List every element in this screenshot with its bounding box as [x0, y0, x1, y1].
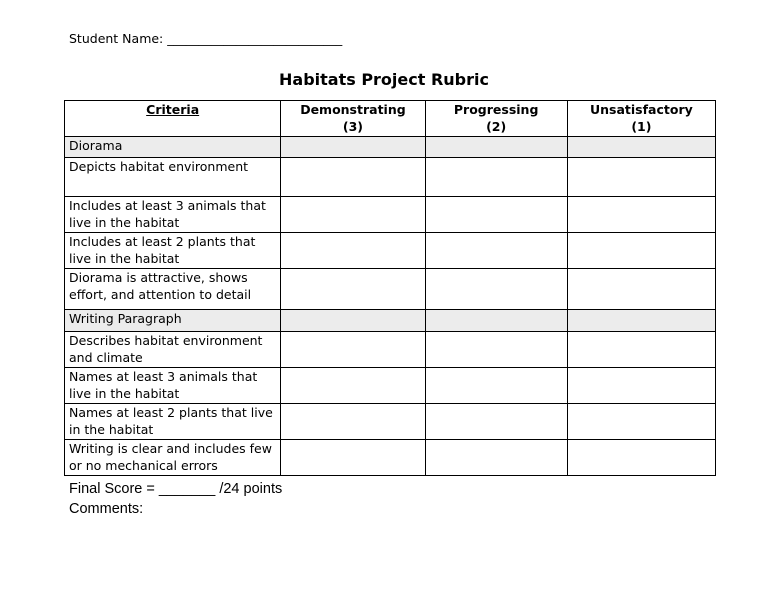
score-cell-unsatisfactory	[567, 137, 715, 158]
table-row	[65, 233, 716, 269]
score-cell-unsatisfactory	[567, 158, 715, 197]
score-cell-progressing	[425, 197, 567, 233]
criteria-cell: Writing is clear and includes few or no mechanical errors	[65, 440, 281, 476]
criteria-cell: Depicts habitat environment	[65, 158, 281, 197]
table-row	[65, 332, 716, 368]
criteria-cell: Includes at least 3 animals that live in the habitat	[65, 197, 281, 233]
score-cell-progressing	[425, 233, 567, 269]
score-cell-demonstrating	[281, 269, 425, 310]
score-cell-demonstrating	[281, 440, 425, 476]
score-cell-unsatisfactory	[567, 368, 715, 404]
criteria-cell: Names at least 2 plants that live in the habitat	[65, 404, 281, 440]
score-cell-progressing	[425, 310, 567, 332]
score-cell-demonstrating	[281, 233, 425, 269]
score-cell-unsatisfactory	[567, 269, 715, 310]
table-row	[65, 440, 716, 476]
header-criteria: Criteria	[65, 101, 281, 137]
score-cell-progressing	[425, 404, 567, 440]
score-cell-unsatisfactory	[567, 440, 715, 476]
criteria-cell: Diorama	[65, 137, 281, 158]
score-cell-progressing	[425, 440, 567, 476]
score-cell-demonstrating	[281, 310, 425, 332]
score-cell-demonstrating	[281, 197, 425, 233]
page-title: Habitats Project Rubric	[279, 70, 489, 89]
header-row	[65, 101, 716, 137]
rubric-table	[64, 100, 716, 476]
score-cell-demonstrating	[281, 332, 425, 368]
table-row	[65, 197, 716, 233]
student-name-line: Student Name: ____________________________	[69, 31, 343, 46]
criteria-cell: Diorama is attractive, shows effort, and attention to detail	[65, 269, 281, 310]
criteria-cell: Writing Paragraph	[65, 310, 281, 332]
score-cell-unsatisfactory	[567, 310, 715, 332]
comments-label: Comments:	[69, 500, 144, 517]
criteria-cell: Describes habitat environment and climate	[65, 332, 281, 368]
score-cell-progressing	[425, 158, 567, 197]
header-demonstrating: Demonstrating (3)	[281, 101, 425, 137]
header-progressing: Progressing (2)	[425, 101, 567, 137]
score-cell-progressing	[425, 269, 567, 310]
table-row	[65, 158, 716, 197]
score-cell-demonstrating	[281, 158, 425, 197]
score-cell-unsatisfactory	[567, 233, 715, 269]
score-cell-progressing	[425, 368, 567, 404]
table-row	[65, 269, 716, 310]
score-cell-unsatisfactory	[567, 197, 715, 233]
table-row	[65, 404, 716, 440]
score-cell-demonstrating	[281, 137, 425, 158]
final-score-line: Final Score = _______ /24 points	[69, 481, 283, 497]
score-cell-demonstrating	[281, 368, 425, 404]
score-cell-demonstrating	[281, 404, 425, 440]
score-cell-progressing	[425, 137, 567, 158]
score-cell-progressing	[425, 332, 567, 368]
criteria-cell: Includes at least 2 plants that live in the habitat	[65, 233, 281, 269]
score-footer	[69, 480, 282, 519]
section-row-writing-paragraph	[65, 310, 716, 332]
table-row	[65, 368, 716, 404]
score-cell-unsatisfactory	[567, 404, 715, 440]
section-row-diorama	[65, 137, 716, 158]
criteria-cell: Names at least 3 animals that live in the habitat	[65, 368, 281, 404]
score-cell-unsatisfactory	[567, 332, 715, 368]
header-unsatisfactory: Unsatisfactory (1)	[567, 101, 715, 137]
